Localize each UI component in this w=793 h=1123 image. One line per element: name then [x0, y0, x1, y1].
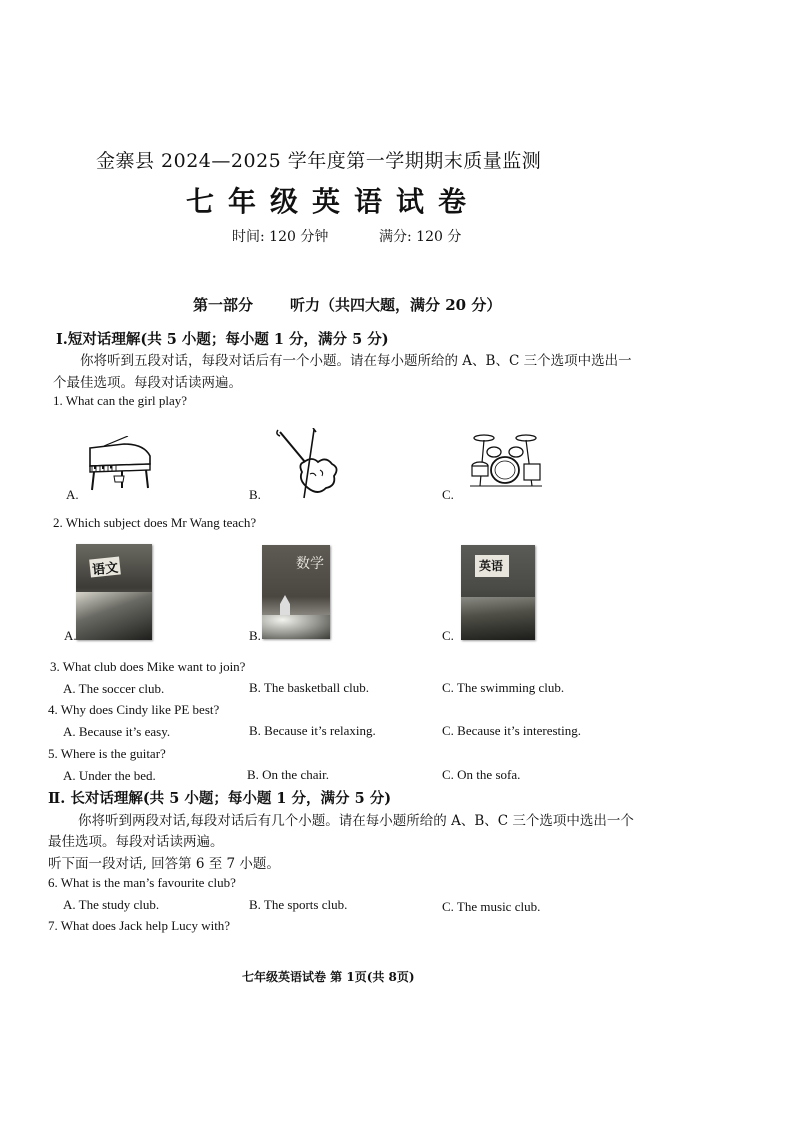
question-3: 3. What club does Mike want to join?	[50, 659, 246, 674]
question-7: 7. What does Jack help Lucy with?	[48, 918, 231, 933]
english-textbook-title: 英语	[479, 559, 504, 573]
q5-option-a: A. Under the bed.	[63, 768, 156, 783]
exam-score: 满分: 120 分	[379, 229, 462, 245]
q2-option-c: C.	[442, 628, 454, 643]
q4-option-c: C. Because it’s interesting.	[442, 723, 582, 738]
section1-instruction-line2: 个最佳选项。每段对话读两遍。	[53, 375, 242, 391]
math-textbook-title: 数学	[296, 556, 324, 572]
piano-icon	[84, 436, 156, 494]
section1-instruction-line1: 你将听到五段对话，每段对话后有一个小题。请在每小题所给的 A、B、C 三个选项中选出一	[80, 353, 632, 369]
question-2: 2. Which subject does Mr Wang teach?	[53, 515, 257, 530]
listen-note: 听下面一段对话, 回答第 6 至 7 小题。	[48, 856, 280, 872]
chinese-textbook-cover	[76, 544, 152, 640]
q4-option-a: A. Because it’s easy.	[63, 724, 171, 739]
section2-heading: Ⅱ. 长对话理解(共 5 小题；每小题 1 分，满分 5 分)	[48, 790, 392, 807]
q3-option-b: B. The basketball club.	[249, 680, 369, 695]
q6-option-c: C. The music club.	[442, 899, 541, 914]
violin-icon	[274, 428, 354, 500]
q1-option-a: A.	[66, 487, 79, 502]
question-6: 6. What is the man’s favourite club?	[48, 875, 236, 890]
math-textbook-cover	[262, 545, 330, 639]
question-4: 4. Why does Cindy like PE best?	[48, 702, 220, 717]
chinese-textbook-title: 语文	[91, 560, 119, 579]
q6-option-b: B. The sports club.	[249, 897, 348, 912]
part-subtitle: 听力（共四大题，满分 20 分）	[290, 296, 502, 314]
question-5: 5. Where is the guitar?	[48, 746, 166, 761]
exam-title: 七年级英语试卷	[186, 185, 481, 218]
q2-option-b: B.	[249, 628, 261, 643]
q5-option-b: B. On the chair.	[247, 767, 329, 782]
section2-instruction-line2: 最佳选项。每段对话读两遍。	[48, 834, 224, 850]
section2-instruction-line1: 你将听到两段对话,每段对话后有几个小题。请在每小题所给的 A、B、C 三个选项中选出一个	[78, 813, 634, 829]
q5-option-c: C. On the sofa.	[442, 767, 521, 782]
q2-option-a: A.	[64, 628, 77, 643]
exam-time: 时间: 120 分钟	[232, 229, 329, 245]
q3-option-a: A. The soccer club.	[63, 681, 165, 696]
english-textbook-cover	[461, 545, 535, 640]
q3-option-c: C. The swimming club.	[442, 680, 565, 695]
drums-icon	[466, 430, 546, 490]
exam-title-line1: 金寨县 2024—2025 学年度第一学期期末质量监测	[96, 150, 542, 172]
page-footer: 七年级英语试卷 第 1页(共 8页)	[242, 970, 415, 984]
q4-option-b: B. Because it’s relaxing.	[249, 723, 376, 738]
q1-option-c: C.	[442, 487, 454, 502]
part-title: 第一部分	[193, 296, 254, 314]
section1-heading: Ⅰ.短对话理解(共 5 小题；每小题 1 分，满分 5 分)	[56, 331, 389, 348]
q6-option-a: A. The study club.	[63, 897, 160, 912]
question-1: 1. What can the girl play?	[53, 393, 188, 408]
q1-option-b: B.	[249, 487, 261, 502]
